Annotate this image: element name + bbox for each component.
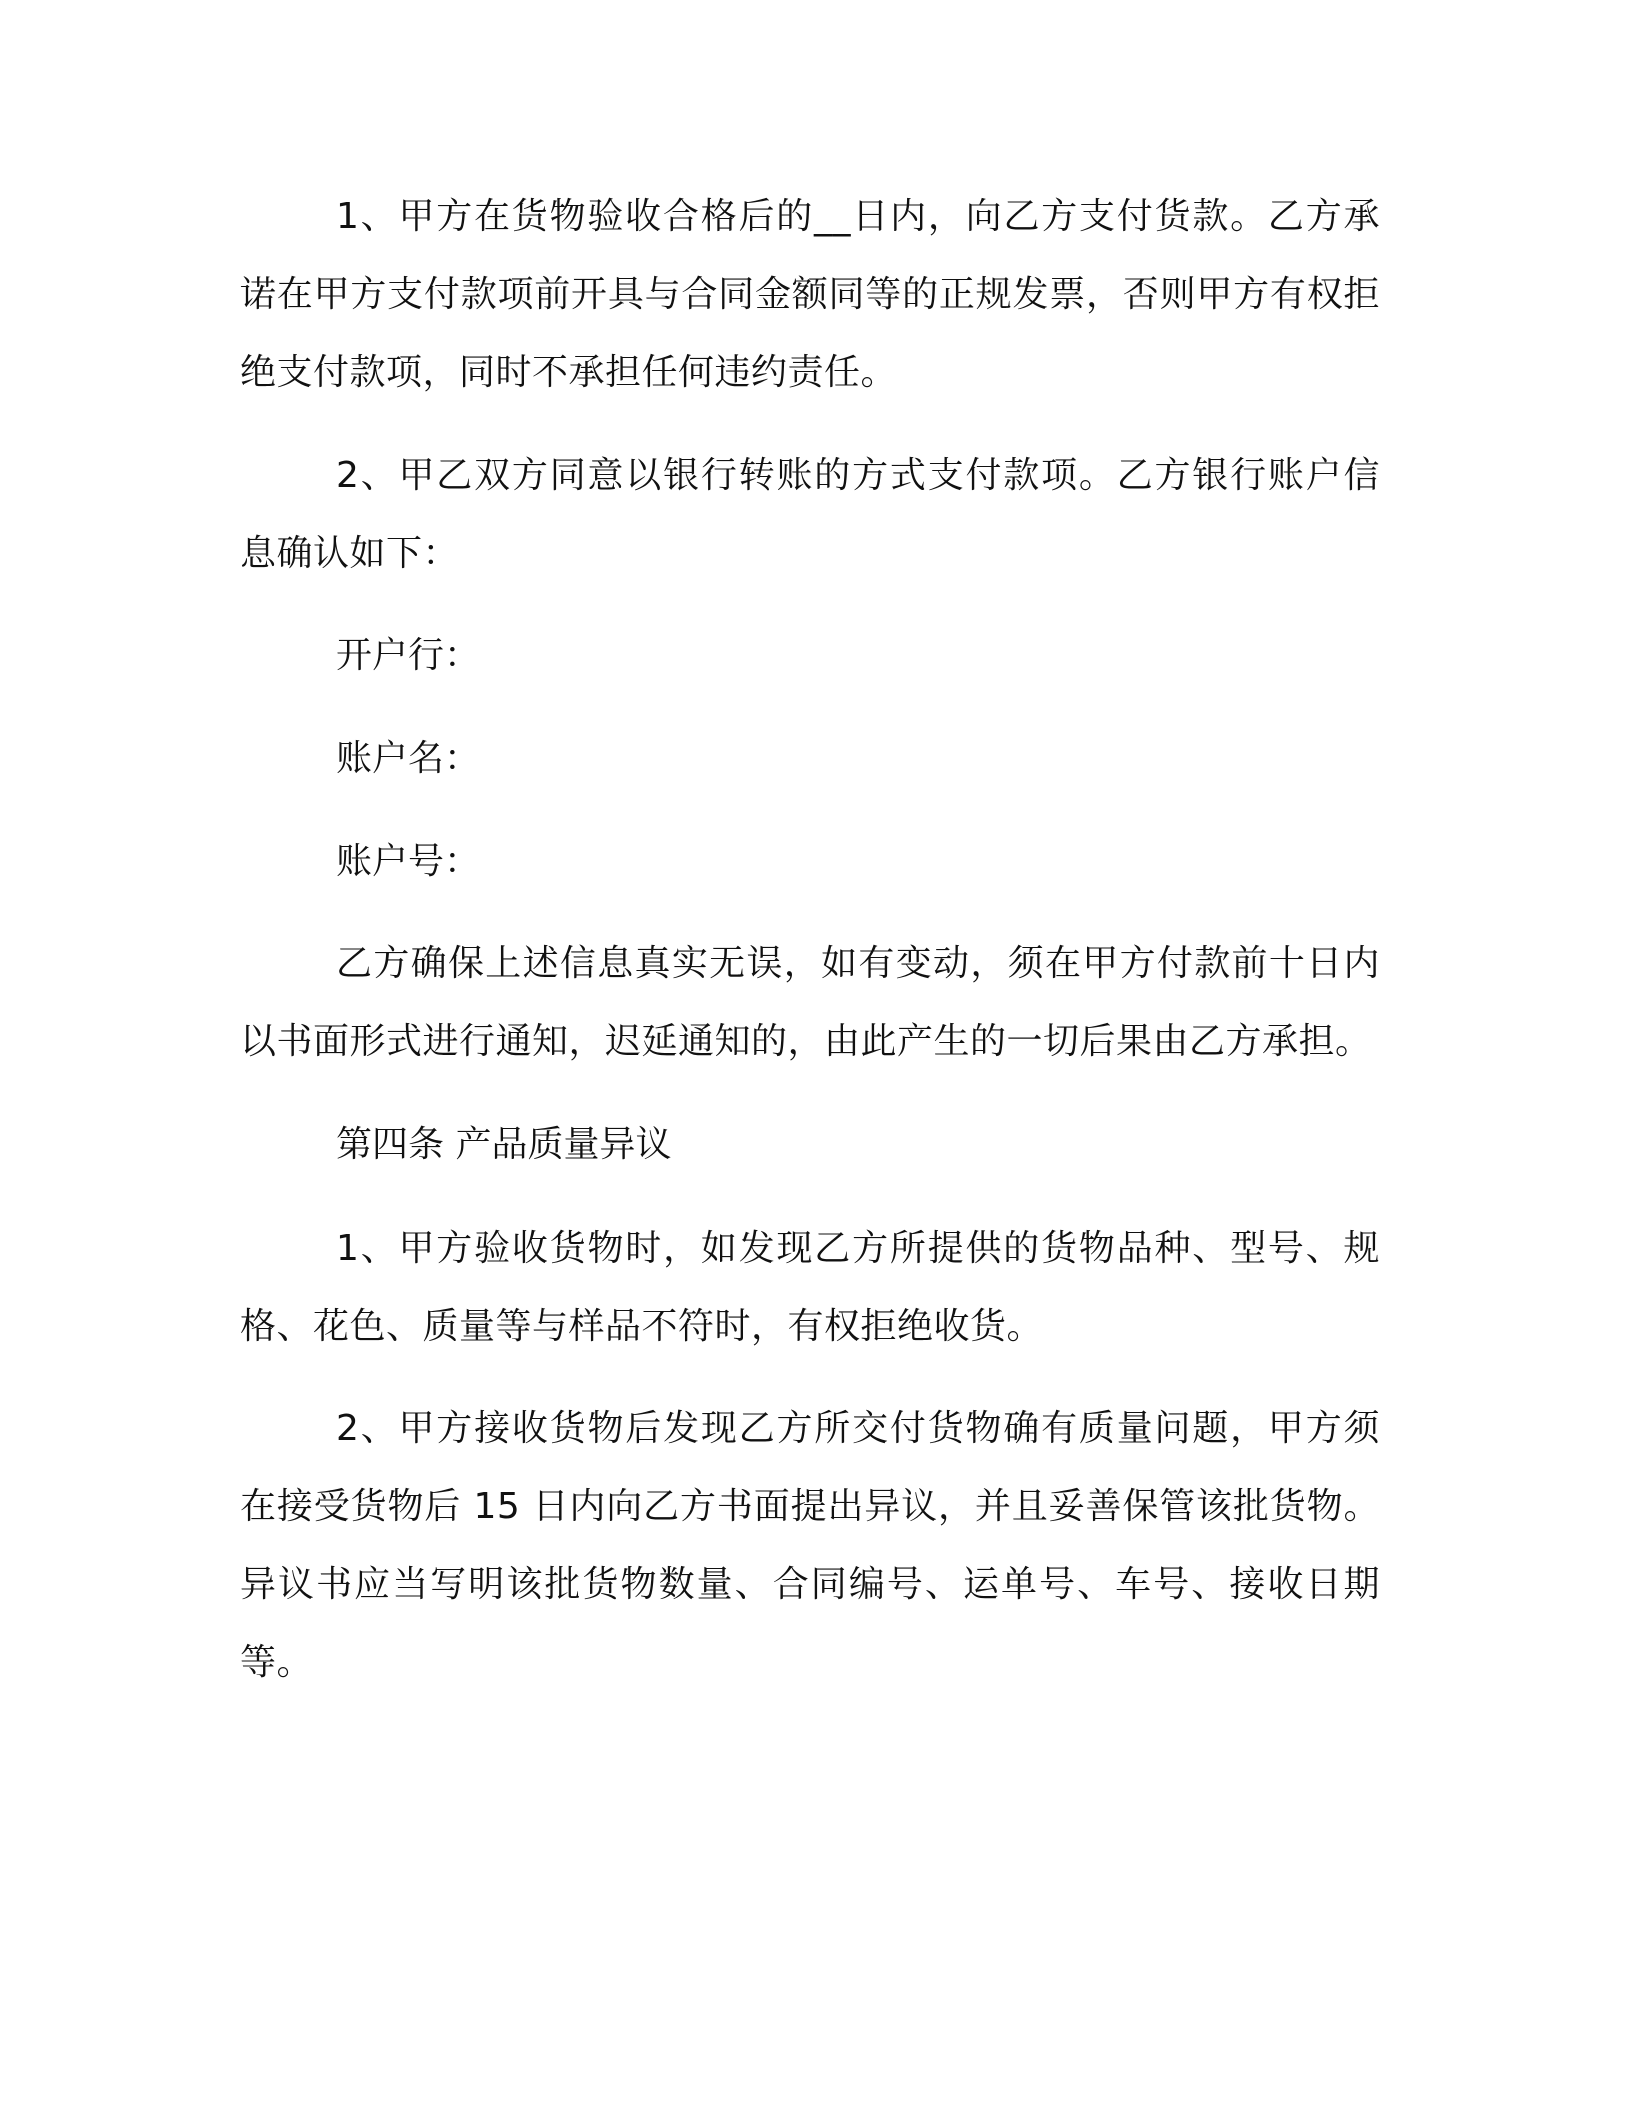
bank-name-label: 开户行： — [336, 635, 481, 676]
account-name-label: 账户名： — [336, 738, 481, 779]
account-number-label: 账户号： — [336, 841, 481, 882]
payment-term-1: 1、甲方在货物验收合格后的__日内，向乙方支付货款。乙方承诺在甲方支付款项前开具与合同金额同等的正规发票，否则甲方有权拒绝支付款项，同时不承担任何违约责任。 — [240, 196, 1380, 393]
quality-term-1: 1、甲方验收货物时，如发现乙方所提供的货物品种、型号、规格、花色、质量等与样品不符时，有权拒绝收货。 — [240, 1228, 1380, 1347]
article-4-heading: 第四条 产品质量异议 — [336, 1124, 672, 1165]
quality-term-2: 2、甲方接收货物后发现乙方所交付货物确有质量问题，甲方须在接受货物后 15 日内向乙方书面提出异议，并且妥善保管该批货物。异议书应当写明该批货物数量、合同编号、运单号、车号、接收日期等。 — [240, 1408, 1380, 1683]
payment-term-2: 2、甲乙双方同意以银行转账的方式支付款项。乙方银行账户信息确认如下： — [240, 455, 1380, 574]
info-accuracy-paragraph: 乙方确保上述信息真实无误，如有变动，须在甲方付款前十日内以书面形式进行通知，迟延通知的，由此产生的一切后果由乙方承担。 — [240, 943, 1380, 1062]
